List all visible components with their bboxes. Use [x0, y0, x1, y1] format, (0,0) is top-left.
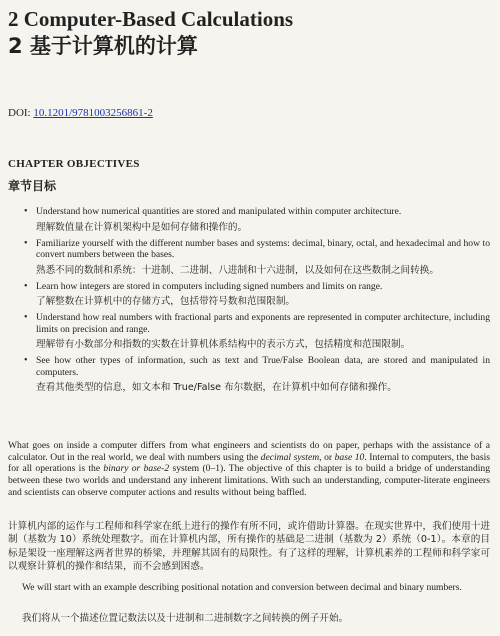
- chapter-title-zh: 2 基于计算机的计算: [8, 34, 198, 58]
- objective-item: [24, 238, 490, 277]
- term-base-10: base 10: [334, 451, 365, 463]
- text-run: system (0–1). The objective of this chapter is to build a bridge of understanding between these two worlds and understand any inherent limitations. With such an understanding, computer-literate engineers and scientists can observe computer actions and results without being baffled.: [8, 463, 491, 498]
- objective-text-en: • See how other types of information, such as text and True/False Boolean data, are stored and manipulated in computers.: [36, 355, 490, 378]
- objectives-list: [24, 206, 490, 398]
- objective-text-en: • Learn how integers are stored in computers including signed numbers and limits on range.: [36, 280, 383, 292]
- body-paragraph-2-en: We will start with an example describing positional notation and conversion between decimal and binary numbers.: [22, 582, 462, 593]
- objective-text-en: • Understand how real numbers with fractional parts and exponents are represented in computer architecture, including limits on precision and range.: [36, 312, 490, 335]
- objective-item: [24, 355, 490, 394]
- objective-text-zh: 理解带有小数部分和指数的实数在计算机体系结构中的表示方式，包括精度和范围限制。: [36, 339, 411, 350]
- chapter-title-en: 2 Computer-Based Calculations: [8, 7, 294, 31]
- objective-text-zh: 理解数值量在计算机架构中是如何存储和操作的。: [36, 221, 248, 233]
- objective-item: [24, 206, 490, 234]
- objectives-heading-en: CHAPTER OBJECTIVES: [8, 158, 140, 170]
- objective-text-en: • Understand how numerical quantities are stored and manipulated within computer architecture.: [36, 206, 402, 217]
- objective-text-en: • Familiarize yourself with the different number bases and systems: decimal, binary, octal, and hexadecimal and how to convert numbers between the bases.: [36, 237, 490, 260]
- objectives-heading-zh: 章节目标: [8, 179, 57, 193]
- text-run: . Internal to computers, the basis for all operations is the: [8, 451, 490, 475]
- body-paragraph-2-zh: 我们将从一个描述位置记数法以及十进制和二进制数字之间转换的例子开始。: [22, 613, 349, 624]
- term-binary-base-2: binary or base-2: [103, 463, 170, 475]
- body-paragraph-1-en: [8, 440, 490, 499]
- term-decimal-system: decimal system: [260, 451, 320, 463]
- doi-label: DOI:: [8, 107, 34, 119]
- objective-item: [24, 281, 490, 309]
- body-paragraph-1-zh: 计算机内部的运作与工程师和科学家在纸上进行的操作有所不同，或许借助计算器。在现实世界中，我们使用十进制（基数为 10）系统处理数字。而在计算机内部，所有操作的基础是二进制（基数为 2）系统（0-1）。本章的目标是架设一座理解这两者世界的桥梁，并理解其固有的局限性。有了这样的理解，计算机素养的工程师和科学家可以观察计算机的操作和结果，而不会感到困惑。: [8, 521, 490, 573]
- objective-item: [24, 312, 490, 351]
- text-run: What goes on inside a computer differs from what engineers and scientists do on paper, perhaps with the assistance of a calculator. Out in the real world, we deal with numbers using the: [8, 440, 490, 463]
- doi-link[interactable]: 10.1201/9781003256861-2: [33, 107, 153, 119]
- text-run: , or: [319, 451, 335, 463]
- objective-text-zh: 查看其他类型的信息，如文本和 True/False 布尔数据，在计算机中如何存储和操作。: [36, 382, 397, 393]
- objective-text-zh: 了解整数在计算机中的存储方式，包括带符号数和范围限制。: [36, 296, 296, 307]
- objective-text-zh: 熟悉不同的数制和系统：十进制、二进制、八进制和十六进制，以及如何在这些数制之间转换。: [36, 264, 439, 276]
- doi-line: [8, 107, 153, 119]
